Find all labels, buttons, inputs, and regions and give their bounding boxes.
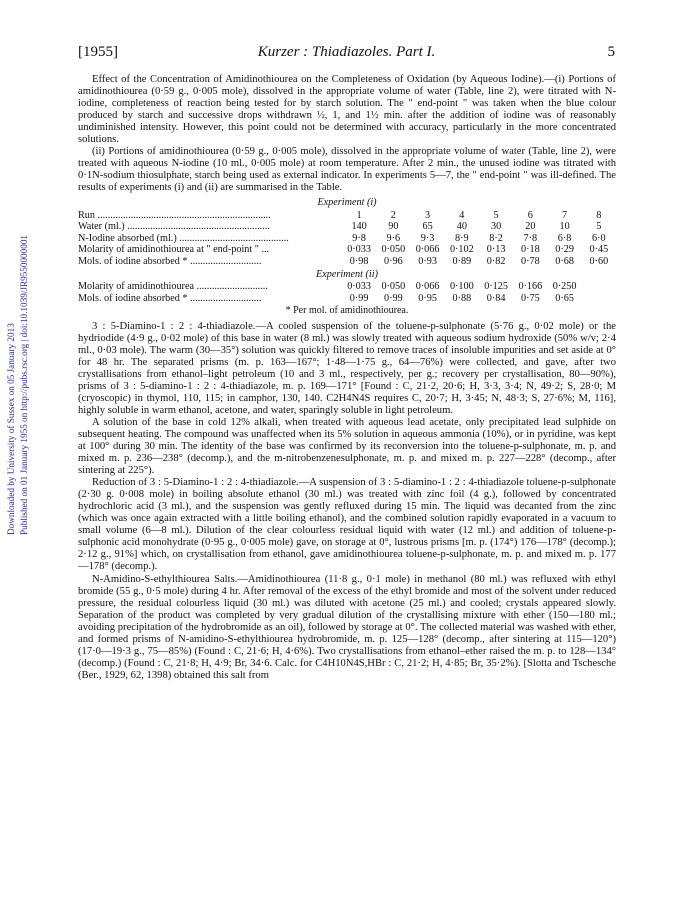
table-cell: 0·82: [486, 255, 506, 267]
table-cell: 5: [493, 209, 499, 221]
table-cell: 140: [351, 221, 367, 233]
table-cell: 0·65: [555, 292, 574, 304]
table-cell: 20: [525, 221, 536, 233]
row-label: Run ....................................................................: [78, 209, 271, 221]
table-cell: 0·78: [520, 255, 540, 267]
table-row: [78, 256, 616, 267]
table-cell: 8·2: [489, 232, 503, 244]
table-row: [78, 244, 616, 255]
paragraph-ethylthiourea-salts: N-Amidino-S-ethylthiourea Salts.—Amidinothiourea (11·8 g., 0·1 mole) in methanol (80 ml.) was refluxed with ethyl bromide (55 g., 0·5 mole) during 4 hr. After removal of the excess of the ethyl bromide and most of the solvent under reduced pressure, the residual colourless liquid (30 ml.) was diluted with acetone (25 ml.) and cooled; crystals appeared slowly. Separation of the product was completed by very gradual dilution of the crystallising mixture with ether (150—180 ml.; avoiding precipitation of the hydrobromide as an oil), followed by storage at 0°. The collected material was washed with ether, and formed prisms of N-amidino-S-ethylthiourea hydrobromide, m. p. 125—128° (decomp., after sintering at 115—120°) (17·0—19·3 g., 75—85%) (Found : C, 21·6; H, 4·6%). Two crystallisations from ethanol–ether raised the m. p. to 128—134° (decomp.) (Found : C, 21·8; H, 4·9; Br, 34·6. Calc. for C4H10N4S,HBr : C, 21·2; H, 4·85; Br, 35·2%). [Slotta and Tschesche (Ber., 1929, 62, 1398) obtained this salt from: [78, 573, 616, 681]
table-cell: 9·8: [352, 232, 366, 244]
table-cell: [582, 281, 616, 292]
header-year: [1955]: [78, 44, 118, 60]
table-footnote: * Per mol. of amidinothiourea.: [285, 305, 409, 317]
results-table: [78, 197, 616, 316]
table-cell: 8·9: [455, 232, 469, 244]
table-cell: 4: [459, 209, 465, 221]
row-label: Mols. of iodine absorbed * ............................: [78, 255, 262, 267]
table-cell: 10: [559, 221, 570, 233]
download-notice[interactable]: Downloaded by University of Sussex on 05 January 2013: [6, 323, 16, 535]
table-row: [78, 293, 616, 304]
table-cell: 0·96: [383, 255, 403, 267]
table-cell: 0·98: [349, 255, 369, 267]
table-exp2: [78, 281, 616, 304]
paragraph-experiment-ii: (ii) Portions of amidinothiourea (0·59 g., 0·005 mole), dissolved in the appropriate volume of water (Table, line 2), were treated with aqueous N-iodine (10 ml., 0·005 mole) at room temperature. After 2 min., the unused iodine was titrated with 0·1N-sodium thiosulphate, starch being used as external indicator. In experiments 5—7, the " end-point " was ill-defined. The results of experiments (i) and (ii) are summarised in the Table.: [78, 146, 616, 194]
row-label: Mols. of iodine absorbed * ............................: [78, 292, 262, 304]
table-cell: 0·29: [555, 244, 574, 256]
table-cell: 0·89: [452, 255, 472, 267]
article-body: [78, 74, 616, 682]
table-cell: 40: [456, 221, 467, 233]
header-title: Kurzer : Thiadiazoles. Part I.: [257, 44, 436, 60]
table-cell: 0·125: [484, 281, 508, 293]
paragraph-lead-acetate-test: A solution of the base in cold 12% alkali, when treated with aqueous lead acetate, only precipitated lead sulphide on subsequent heating. The compound was unaffected when its 5% solution in aqueous ammonia (10%), or in pyridine, was kept at 100° during 30 min. The identity of the base was confirmed by its reconversion into the toluene-p-sulphonate, m. p. and mixed m. p. 236—238° (decomp.), and the m-nitrobenzenesulphonate, m. p. and mixed m. p. 227—228° (decomp., after sintering at 225°).: [78, 416, 616, 477]
table-cell: 6·0: [592, 232, 606, 244]
table-cell: 0·033: [347, 281, 371, 293]
table-cell: 3: [425, 209, 431, 221]
table-cell: 2: [390, 209, 396, 221]
row-label: Molarity of amidinothiourea at " end-point " ...: [78, 244, 270, 256]
table-cell: 6·8: [557, 232, 572, 244]
page-number: 5: [607, 44, 615, 60]
table-cell: 8: [596, 209, 602, 221]
table-cell: 9·3: [420, 232, 435, 244]
table-cell: 0·102: [449, 244, 474, 256]
table-heading-exp1: Experiment (i): [317, 197, 377, 209]
publication-notice[interactable]: Published on 01 January 1955 on http://pubs.rsc.org | doi:10.1039/JR9550000001: [19, 234, 29, 535]
row-label: N-Iodine absorbed (ml.) ...........................................: [78, 232, 289, 244]
table-cell: 0·45: [589, 244, 609, 256]
paragraph-reduction: Reduction of 3 : 5-Diamino-1 : 2 : 4-thiadiazole.—A suspension of 3 : 5-diamino-1 : 2 : 4-thiadiazole toluene-p-sulphonate (2·30 g. 0·008 mole) in boiling absolute ethanol (30 ml.) was treated with zinc foil (4 g.), followed by concentrated hydrochloric acid (3 ml.), and the suspension was gently refluxed during 15 min. The liquid was decanted from the zinc (which was once again extracted with a little boiling ethanol), and the combined solution rapidly evaporated in a vacuum to small volume (6—8 ml.). Dilution of the clear colourless residual liquid with water (12 ml.) and addition of toluene-p-sulphonic acid monohydrate (0·95 g., 0·005 mole) gave, on storage at 0°, lustrous prisms [m. p. (174°) 176—178° (decomp.); 2·12 g., 91%] which, on crystallisation from ethanol, gave amidinothiourea toluene-p-sulphonate, m. p. and mixed m. p. 177—178° (decomp.).: [78, 477, 616, 573]
paragraph-oxidation-effect: Effect of the Concentration of Amidinothiourea on the Completeness of Oxidation (by Aqueous Iodine).—(i) Portions of amidinothiourea (0·59 g., 0·005 mole), dissolved in the appropriate volume of water (Table, line 2), were titrated with N-iodine, completeness of reaction being tested for by starch solution. The " end-point " was taken when the blue colour produced by starch and successive drops withdrawn ½, 1, and 1½ min. after the addition of iodine was of reasonably undiminished intensity. However, this point could not be determined with accuracy, particularly in the more concentrated solutions.: [78, 74, 616, 146]
table-row: [78, 210, 616, 221]
table-cell: 0·93: [418, 255, 437, 267]
table-cell: 0·95: [418, 292, 437, 304]
table-cell: 0·75: [520, 292, 540, 304]
table-cell: 0·066: [415, 244, 440, 256]
table-cell: 9·6: [386, 232, 401, 244]
table-cell: 7·8: [523, 232, 538, 244]
table-cell: 6: [527, 209, 533, 221]
table-cell: 0·050: [381, 281, 406, 293]
table-cell: 65: [422, 221, 433, 233]
table-cell: 0·18: [520, 244, 540, 256]
table-cell: 0·100: [449, 281, 474, 293]
table-cell: 5: [596, 221, 602, 233]
running-header: [78, 44, 615, 64]
table-cell: [582, 293, 616, 304]
table-cell: 0·68: [555, 255, 574, 267]
table-cell: 0·99: [383, 292, 403, 304]
table-cell: 0·84: [486, 292, 506, 304]
table-cell: 0·250: [552, 281, 577, 293]
table-cell: 0·166: [518, 281, 543, 293]
table-heading-exp2: Experiment (ii): [316, 268, 378, 280]
paragraph-diamino-thiadiazole: 3 : 5-Diamino-1 : 2 : 4-thiadiazole.—A cooled suspension of the toluene-p-sulphonate (5·76 g., 0·02 mole) or the hydriodide (4·9 g., 0·02 mole) of this base in water (8 ml.) was slowly treated with aqueous sodium hydroxide (50% w/v; 2·4 ml., 0·03 mole). The warm (30—35°) solution was quickly filtered to remove traces of insoluble impurities and set aside at 0° for 48 hr. The separated prisms (m. p. 163—167°; 1·48—1·75 g., 64—76%) were collected, and gave, after two crystallisations from ethanol–light petroleum (10 and 3 ml., respectively, per g.; recovery per crystallisation, 80—90%), prisms of 3 : 5-diamino-1 : 2 : 4-thiadiazole, m. p. 169—171° [Found : C, 21·2, 20·6; H, 3·3, 3·4; N, 49·2; S, 28·0; M (cryoscopic) in thymol, 110, 115; in camphor, 130, 140. C2H4N4S requires C, 20·7; H, 3·45; N, 48·3; S, 27·6%; M, 116], highly soluble in warm ethanol, acetone, and water, sparingly soluble in light petroleum.: [78, 320, 616, 416]
table-cell: 1: [356, 209, 362, 221]
table-cell: 0·99: [349, 292, 369, 304]
table-cell: 0·033: [347, 244, 371, 256]
table-cell: 7: [562, 209, 568, 221]
table-row: [78, 221, 616, 232]
row-label: Molarity of amidinothiourea ............................: [78, 281, 268, 293]
table-row: [78, 233, 616, 244]
table-cell: 0·13: [486, 244, 506, 256]
table-cell: 0·60: [589, 255, 609, 267]
table-cell: 0·050: [381, 244, 406, 256]
row-label: Water (ml.) ........................................................: [78, 221, 270, 233]
table-row: [78, 281, 616, 292]
table-exp1: [78, 210, 616, 267]
table-cell: 90: [388, 221, 399, 233]
table-cell: 30: [490, 221, 502, 233]
table-cell: 0·88: [452, 292, 472, 304]
table-cell: 0·066: [415, 281, 440, 293]
